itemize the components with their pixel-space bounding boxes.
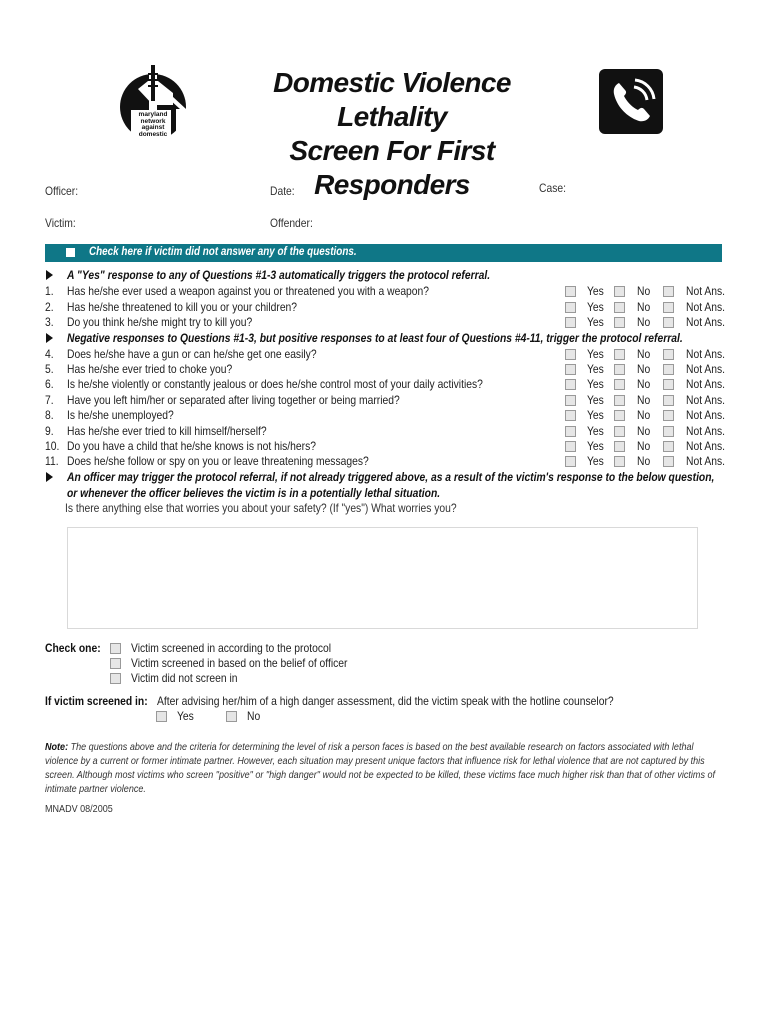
yes-label: Yes (587, 362, 604, 376)
question-number: 11. (45, 454, 59, 468)
question-text: Has he/she threatened to kill you or your children? (67, 300, 298, 314)
question-row (45, 315, 725, 330)
logo-text-line: domestic (138, 130, 168, 138)
section2-heading: Negative responses to Questions #1-3, but positive responses to at least four of Questions #4-11, trigger the protocol referral. (67, 331, 683, 345)
logo-text-line: maryland (138, 111, 168, 118)
no-answer-label: Check here if victim did not answer any of the questions. (89, 246, 357, 258)
section1-heading: A "Yes" response to any of Questions #1-3 automatically triggers the protocol referral. (67, 268, 491, 282)
no-label: No (637, 315, 651, 329)
yes-checkbox[interactable] (565, 410, 576, 421)
question-text: Is he/she violently or constantly jealous or does he/she control most of your daily activities? (67, 377, 483, 391)
screened-belief-label: Victim screened in based on the belief of officer (131, 656, 348, 670)
victim-field-label: Victim: (45, 216, 76, 230)
question-row (45, 439, 725, 454)
note-line: The questions above and the criteria for determining the level of risk a person faces is based on the best available research on factors associated with lethal (70, 741, 694, 753)
question-number: 9. (45, 424, 54, 438)
question-number: 4. (45, 347, 54, 361)
screened-belief-checkbox[interactable] (110, 658, 121, 669)
no-checkbox[interactable] (614, 364, 625, 375)
yes-label: Yes (587, 347, 604, 361)
not-answered-label: Not Ans. (686, 439, 726, 453)
yes-label: Yes (587, 377, 604, 391)
not-answered-checkbox[interactable] (663, 379, 674, 390)
yes-label: Yes (587, 315, 604, 329)
arrow-bullet-icon (46, 472, 53, 482)
section1-heading-row (45, 268, 725, 283)
yes-checkbox[interactable] (565, 441, 576, 452)
question-number: 7. (45, 393, 54, 407)
offender-field-label: Offender: (270, 216, 313, 230)
not-screened-checkbox[interactable] (110, 673, 121, 684)
question-row (45, 377, 725, 392)
not-answered-label: Not Ans. (686, 454, 726, 468)
note-paragraph (45, 740, 716, 796)
not-answered-label: Not Ans. (686, 315, 726, 329)
no-label: No (637, 284, 651, 298)
no-checkbox[interactable] (614, 349, 625, 360)
no-checkbox[interactable] (614, 441, 625, 452)
not-answered-checkbox[interactable] (663, 441, 674, 452)
question-text: Do you have a child that he/she knows is not his/hers? (67, 439, 316, 453)
no-checkbox[interactable] (614, 456, 625, 467)
date-field-label: Date: (270, 184, 295, 198)
no-checkbox[interactable] (614, 426, 625, 437)
page-title (222, 66, 562, 202)
yes-checkbox[interactable] (565, 364, 576, 375)
not-answered-checkbox[interactable] (663, 302, 674, 313)
question-number: 10. (45, 439, 60, 453)
no-label: No (637, 362, 651, 376)
not-answered-label: Not Ans. (686, 362, 726, 376)
question-number: 1. (45, 284, 54, 298)
question-number: 8. (45, 408, 54, 422)
question-row (45, 347, 725, 362)
not-answered-checkbox[interactable] (663, 286, 674, 297)
question-text: Have you left him/her or separated after living together or being married? (67, 393, 400, 407)
yes-checkbox[interactable] (565, 349, 576, 360)
no-answer-checkbox[interactable] (66, 248, 75, 257)
yes-label: Yes (587, 424, 604, 438)
section3-heading-line-1: An officer may trigger the protocol referral, if not already triggered above, as a result of the victim's response to the below question, (67, 470, 715, 484)
safety-question: Is there anything else that worries you about your safety? (If "yes") What worries you? (65, 501, 457, 515)
not-answered-checkbox[interactable] (663, 317, 674, 328)
yes-checkbox[interactable] (565, 317, 576, 328)
no-answer-bar (45, 244, 722, 262)
section2-heading-row (45, 331, 725, 346)
not-answered-label: Not Ans. (686, 347, 726, 361)
hotline-yes-label: Yes (177, 709, 194, 723)
not-answered-label: Not Ans. (686, 393, 726, 407)
note-line: violence by a current or former intimate partner. However, each situation may present unique factors that influence risk for lethal violence that are not captured by this (45, 755, 705, 767)
no-label: No (637, 300, 651, 314)
yes-checkbox[interactable] (565, 426, 576, 437)
yes-checkbox[interactable] (565, 456, 576, 467)
question-text: Does he/she follow or spy on you or leave threatening messages? (67, 454, 369, 468)
yes-label: Yes (587, 408, 604, 422)
yes-checkbox[interactable] (565, 395, 576, 406)
form-code: MNADV 08/2005 (45, 803, 113, 815)
arrow-bullet-icon (46, 270, 53, 280)
hotline-no-checkbox[interactable] (226, 711, 237, 722)
officer-field-label: Officer: (45, 184, 79, 198)
not-answered-checkbox[interactable] (663, 410, 674, 421)
yes-label: Yes (587, 300, 604, 314)
no-checkbox[interactable] (614, 302, 625, 313)
question-row (45, 424, 725, 439)
no-checkbox[interactable] (614, 286, 625, 297)
not-answered-checkbox[interactable] (663, 395, 674, 406)
question-row (45, 284, 725, 299)
note-label: Note: (45, 741, 69, 753)
safety-answer-textarea[interactable] (67, 527, 698, 629)
not-answered-label: Not Ans. (686, 408, 726, 422)
question-text: Has he/she ever used a weapon against you or threatened you with a weapon? (67, 284, 430, 298)
question-row (45, 393, 725, 408)
question-row (45, 300, 725, 315)
not-answered-checkbox[interactable] (663, 364, 674, 375)
case-field-label: Case: (539, 181, 566, 195)
question-text: Does he/she have a gun or can he/she get one easily? (67, 347, 317, 361)
yes-checkbox[interactable] (565, 302, 576, 313)
not-answered-checkbox[interactable] (663, 426, 674, 437)
yes-label: Yes (587, 439, 604, 453)
hotline-yes-checkbox[interactable] (156, 711, 167, 722)
no-label: No (637, 424, 651, 438)
no-label: No (637, 347, 651, 361)
title-line-2: Screen For First Responders (289, 135, 495, 200)
screened-protocol-checkbox[interactable] (110, 643, 121, 654)
no-checkbox[interactable] (614, 395, 625, 406)
check-one-label: Check one: (45, 641, 101, 655)
phone-icon (599, 69, 663, 134)
logo-text-line: network (140, 117, 166, 125)
no-label: No (637, 393, 651, 407)
no-label: No (637, 454, 651, 468)
logo-text-line: against (141, 124, 165, 131)
question-number: 3. (45, 315, 54, 329)
not-answered-label: Not Ans. (686, 377, 726, 391)
question-text: Is he/she unemployed? (67, 408, 174, 422)
question-number: 5. (45, 362, 54, 376)
no-checkbox[interactable] (614, 317, 625, 328)
hotline-no-label: No (247, 709, 261, 723)
not-answered-label: Not Ans. (686, 424, 726, 438)
yes-checkbox[interactable] (565, 379, 576, 390)
no-label: No (637, 408, 651, 422)
question-text: Do you think he/she might try to kill you? (67, 315, 253, 329)
title-line-1: Domestic Violence Lethality (273, 67, 511, 132)
screened-in-label: If victim screened in: (45, 694, 148, 708)
no-checkbox[interactable] (614, 379, 625, 390)
note-line: intimate partner violence. (45, 783, 146, 795)
section3-heading-row (45, 470, 725, 500)
not-answered-checkbox[interactable] (663, 456, 674, 467)
question-text: Has he/she ever tried to kill himself/herself? (67, 424, 267, 438)
question-row (45, 454, 725, 469)
no-label: No (637, 377, 651, 391)
not-answered-checkbox[interactable] (663, 349, 674, 360)
no-checkbox[interactable] (614, 410, 625, 421)
hotline-question: After advising her/him of a high danger assessment, did the victim speak with the hotline counselor? (157, 694, 614, 708)
question-row (45, 408, 725, 423)
yes-label: Yes (587, 393, 604, 407)
no-label: No (637, 439, 651, 453)
note-line: screen. Although most victims who screen "positive" or "high danger" would not be expected to be killed, these victims face much higher risk than that of other victims of (45, 769, 716, 781)
screened-protocol-label: Victim screened in according to the protocol (131, 641, 332, 655)
question-number: 6. (45, 377, 54, 391)
not-answered-label: Not Ans. (686, 300, 726, 314)
section3-heading-line-2: or whenever the officer believes the victim is in a potentially lethal situation. (67, 486, 441, 500)
not-answered-label: Not Ans. (686, 284, 726, 298)
not-screened-label: Victim did not screen in (131, 671, 238, 685)
arrow-bullet-icon (46, 333, 53, 343)
mnadv-logo (118, 65, 190, 145)
yes-label: Yes (587, 284, 604, 298)
question-number: 2. (45, 300, 54, 314)
question-text: Has he/she ever tried to choke you? (67, 362, 233, 376)
yes-label: Yes (587, 454, 604, 468)
yes-checkbox[interactable] (565, 286, 576, 297)
question-row (45, 362, 725, 377)
